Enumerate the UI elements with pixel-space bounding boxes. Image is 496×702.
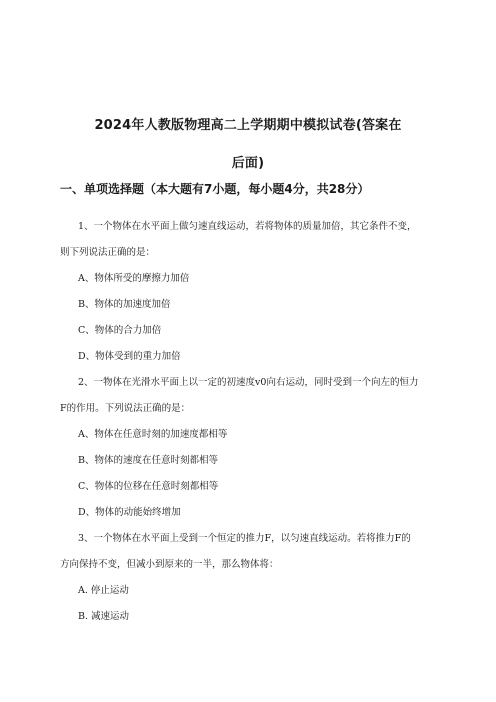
document-title-line-1: 2024年人教版物理高二上学期期中模拟试卷(答案在 [94, 118, 402, 133]
question-2-option-b: B、物体的速度在任意时刻都相等 [78, 455, 218, 466]
question-1-option-c: C、物体的合力加倍 [78, 325, 162, 336]
question-2-stem: 2、一物体在光滑水平面上以一定的初速度v0向右运动，同时受到一个向左的恒力 [78, 377, 419, 388]
document-title-line-2: 后面) [231, 156, 265, 171]
question-1-option-b: B、物体的加速度加倍 [78, 299, 171, 310]
question-3-option-b: B. 减速运动 [78, 611, 130, 622]
question-1-option-a: A、物体所受的摩擦力加倍 [78, 273, 190, 284]
question-1-stem: 1、一个物体在水平面上做匀速直线运动，若将物体的质量加倍，其它条件不变， [78, 221, 417, 232]
question-2-option-d: D、物体的动能始终增加 [78, 507, 181, 518]
question-2-stem-continued: F的作用。下列说法正确的是： [60, 403, 191, 414]
section-heading: 一、单项选择题（本大题有7小题，每小题4分，共28分） [60, 182, 370, 196]
question-2-option-a: A、物体在任意时刻的加速度都相等 [78, 429, 228, 440]
question-3-stem: 3、一个物体在水平面上受到一个恒定的推力F，以匀速直线运动。若将推力F的 [78, 533, 411, 544]
question-1-option-d: D、物体受到的重力加倍 [78, 351, 181, 362]
question-3-stem-continued: 方向保持不变，但减小到原来的一半，那么物体将： [60, 559, 279, 570]
question-3-option-a: A. 停止运动 [78, 585, 129, 596]
question-1-stem-continued: 则下列说法正确的是： [60, 247, 156, 258]
question-2-option-c: C、物体的位移在任意时刻都相等 [78, 481, 219, 492]
